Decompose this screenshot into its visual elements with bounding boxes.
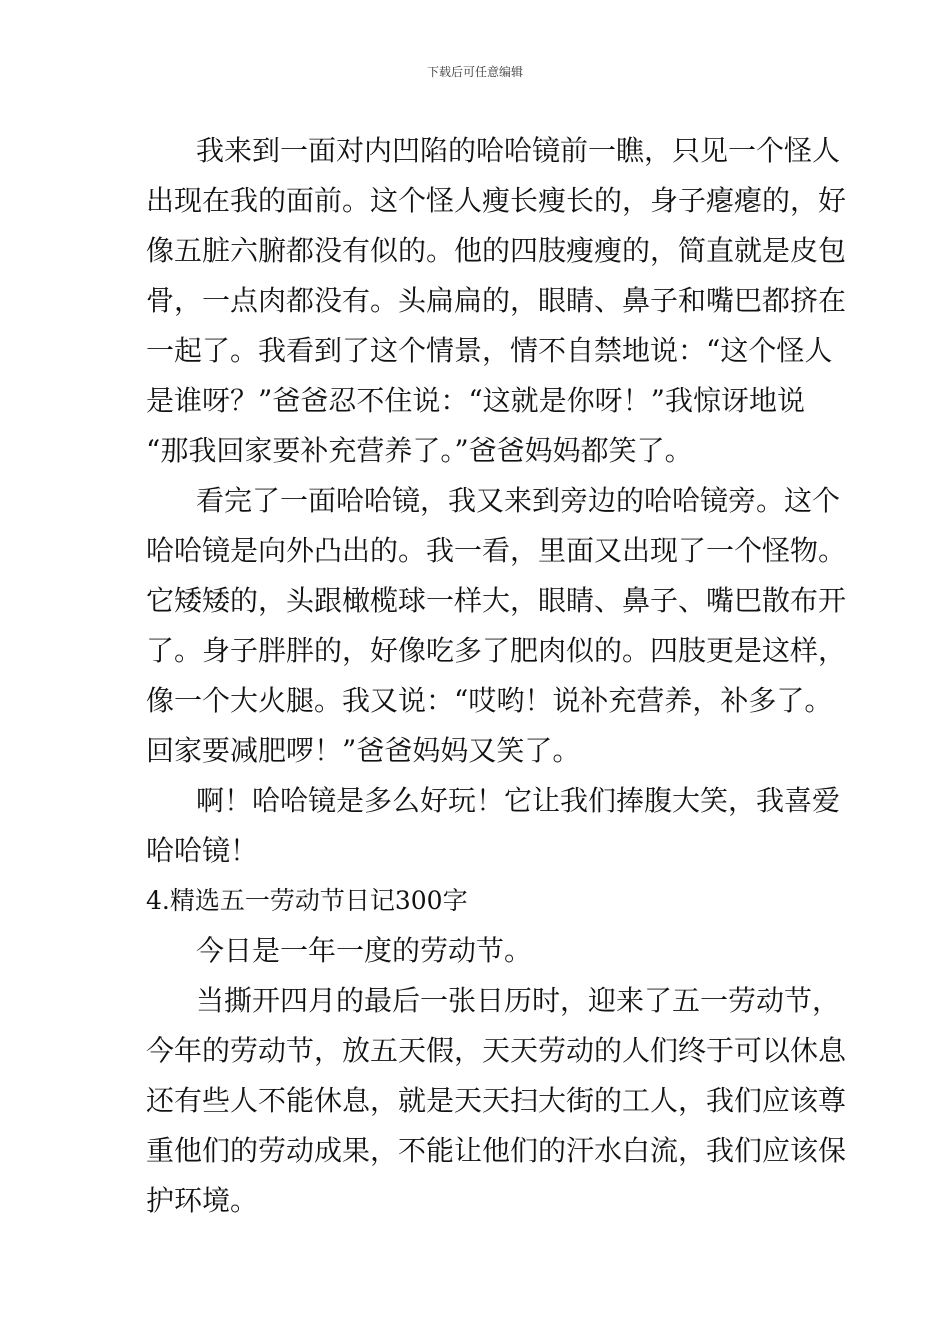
text-line: 出现在我的面前。这个怪人瘦长瘦长的，身子瘪瘪的，好 <box>146 184 847 217</box>
text-line: 是谁呀？”爸爸忍不住说：“这就是你呀！”我惊讶地说 <box>146 384 805 417</box>
text-line: 它矮矮的，头跟橄榄球一样大，眼睛、鼻子、嘴巴散布开 <box>146 584 847 617</box>
paragraph <box>146 926 808 976</box>
paragraph <box>146 776 841 876</box>
text-line: 像一个大火腿。我又说：“哎哟！说补充营养，补多了。 <box>146 684 833 717</box>
text-line: 重他们的劳动成果，不能让他们的汗水白流，我们应该保 <box>146 1134 847 1167</box>
text-line: 了。身子胖胖的，好像吃多了肥肉似的。四肢更是这样， <box>146 634 847 667</box>
paragraph <box>146 476 847 776</box>
text-line: 回家要减肥啰！”爸爸妈妈又笑了。 <box>146 734 581 767</box>
document-body <box>146 126 847 1226</box>
text-line: 哈哈镜是向外凸出的。我一看，里面又出现了一个怪物。 <box>146 534 847 567</box>
paragraph <box>146 126 847 476</box>
text-line: 我来到一面对内凹陷的哈哈镜前一瞧，只见一个怪人 <box>196 134 841 167</box>
text-line: 一起了。我看到了这个情景，情不自禁地说：“这个怪人 <box>146 334 833 367</box>
text-line: 当撕开四月的最后一张日历时，迎来了五一劳动节， <box>196 984 841 1017</box>
text-line: 还有些人不能休息，就是天天扫大街的工人，我们应该尊 <box>146 1084 847 1117</box>
text-line: 看完了一面哈哈镜，我又来到旁边的哈哈镜旁。这个 <box>196 484 841 517</box>
text-line: 今日是一年一度的劳动节。 <box>196 934 533 967</box>
text-line: “那我回家要补充营养了。”爸爸妈妈都笑了。 <box>146 434 693 467</box>
text-line: 骨，一点肉都没有。头扁扁的，眼睛、鼻子和嘴巴都挤在 <box>146 284 847 317</box>
text-line: 哈哈镜！ <box>146 834 259 867</box>
page-header-note: 下载后可任意编辑 <box>426 65 523 79</box>
paragraph <box>146 976 847 1226</box>
text-line: 护环境。 <box>146 1184 259 1217</box>
section-heading: 4.精选五一劳动节日记300字 <box>146 886 468 915</box>
text-line: 像五脏六腑都没有似的。他的四肢瘦瘦的，简直就是皮包 <box>146 234 847 267</box>
text-line: 啊！哈哈镜是多么好玩！它让我们捧腹大笑，我喜爱 <box>196 784 841 817</box>
text-line: 今年的劳动节，放五天假，天天劳动的人们终于可以休息 <box>146 1034 847 1067</box>
